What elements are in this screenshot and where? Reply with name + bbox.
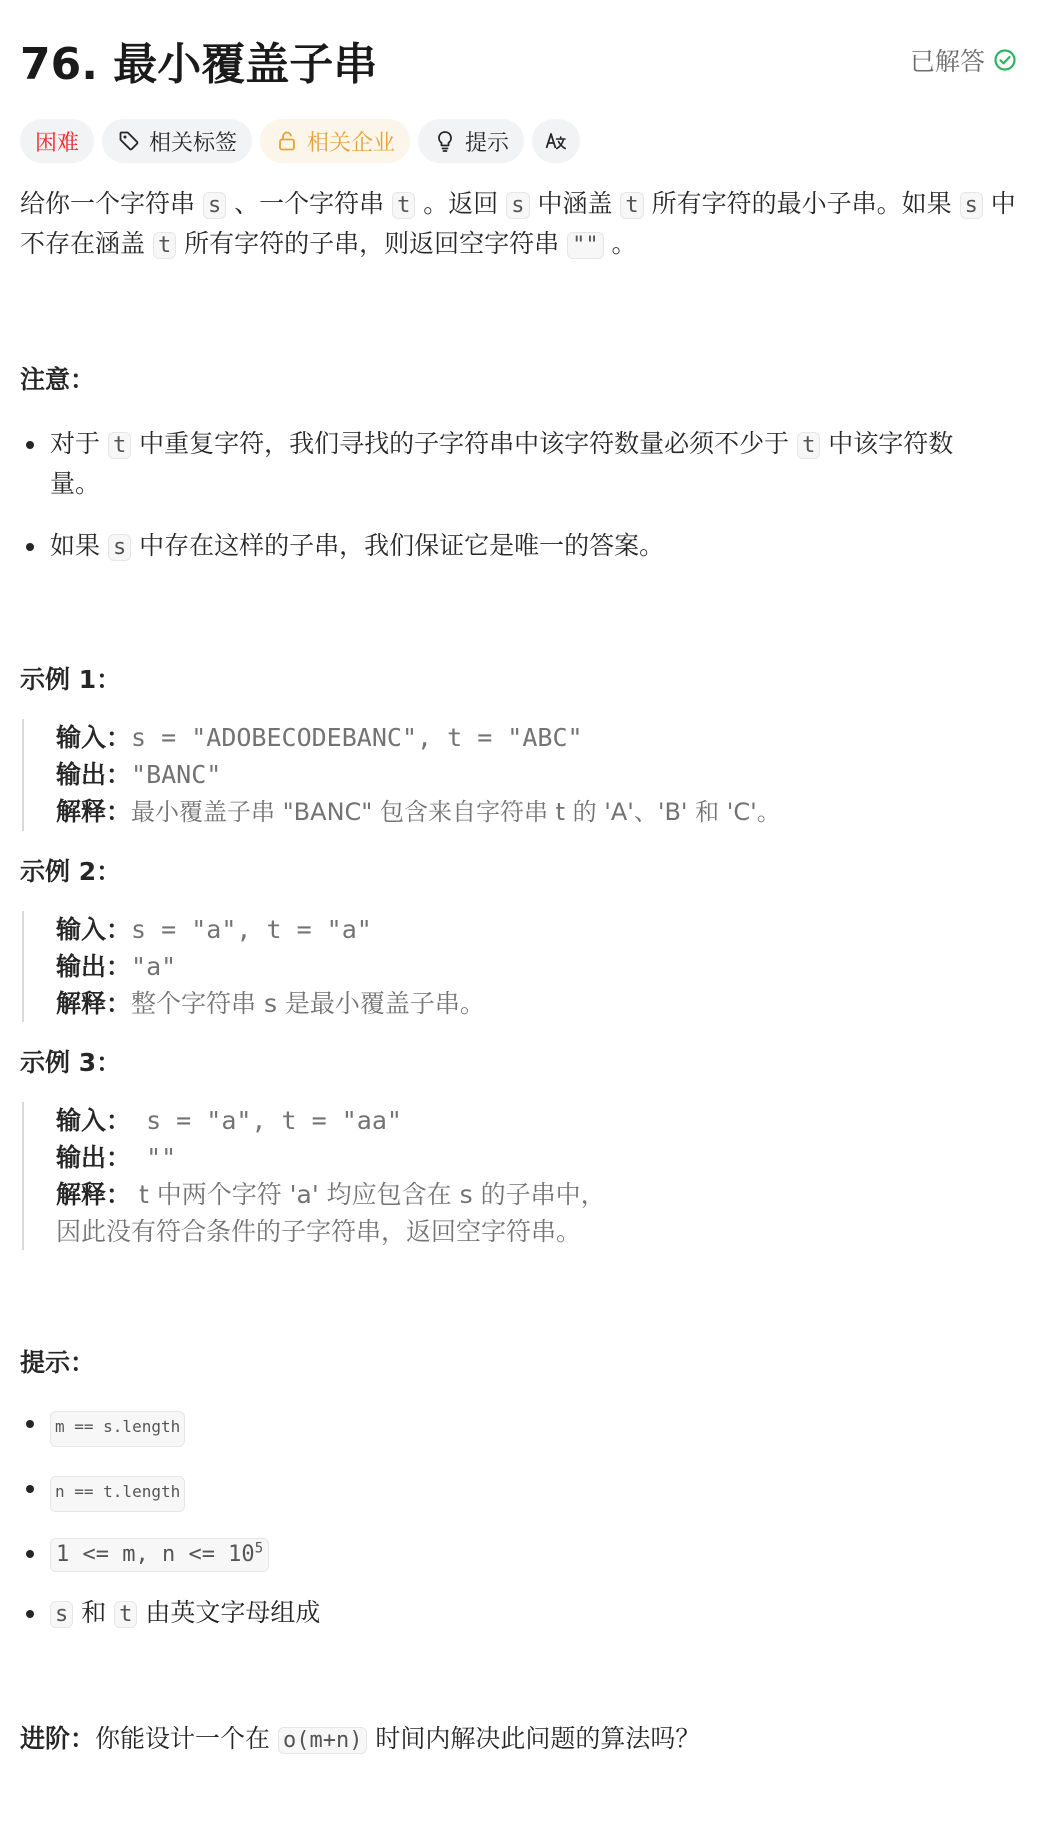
desc-text: 。 — [603, 229, 637, 258]
example-3-block — [22, 1102, 1017, 1250]
hint-text: 和 — [73, 1598, 115, 1627]
followup — [20, 1720, 1017, 1760]
note-item — [20, 425, 1017, 503]
input-label: 输入： — [56, 915, 132, 944]
input-value: s = "a", t = "a" — [131, 915, 372, 944]
output-value: "" — [131, 1143, 177, 1172]
hint-code-range — [50, 1538, 269, 1572]
hint-label: 提示 — [465, 130, 510, 156]
range-exponent: 5 — [254, 1540, 264, 1557]
example-1-heading: 示例 1： — [20, 665, 122, 694]
inline-code: t — [620, 192, 643, 219]
desc-text: 所有字符的子串，则返回空字符串 — [176, 229, 568, 258]
desc-text: 中涵盖 — [529, 189, 621, 218]
note-text: 中存在这样的子串，我们保证它是唯一的答案。 — [131, 531, 665, 560]
difficulty-badge: 困难 — [20, 119, 94, 163]
input-value: s = "a", t = "aa" — [131, 1106, 402, 1135]
output-label: 输出： — [56, 1143, 132, 1172]
inline-code: "" — [567, 232, 604, 259]
example-3-heading: 示例 3： — [20, 1048, 122, 1077]
explanation-label: 解释： — [56, 1180, 132, 1209]
inline-code: t — [153, 232, 176, 259]
explanation-label: 解释： — [56, 797, 132, 826]
example-explanation — [56, 1176, 1017, 1213]
inline-code: s — [506, 192, 529, 219]
desc-text: 所有字符的最小子串。如果 — [643, 189, 960, 218]
hint-item — [20, 1534, 1017, 1572]
lock-icon — [275, 129, 299, 153]
solved-status — [910, 42, 1017, 78]
inline-code: t — [114, 1601, 137, 1628]
inline-code: t — [797, 432, 820, 459]
problem-content — [20, 185, 1017, 1760]
example-input — [56, 911, 1017, 948]
hints-list — [20, 1404, 1017, 1634]
hint-item — [20, 1404, 1017, 1447]
hint-code: n == t.length — [50, 1476, 185, 1512]
explanation-label: 解释： — [56, 989, 132, 1018]
related-tags-button[interactable] — [102, 119, 252, 163]
note-list — [20, 425, 1017, 567]
example-input — [56, 719, 1017, 756]
inline-code: s — [960, 192, 983, 219]
inline-code: s — [50, 1601, 73, 1628]
followup-text: 你能设计一个在 — [95, 1724, 278, 1753]
hint-text: 由英文字母组成 — [137, 1598, 321, 1627]
inline-code: s — [108, 534, 131, 561]
inline-code: t — [392, 192, 415, 219]
tag-icon — [117, 129, 141, 153]
problem-title[interactable]: 76. 最小覆盖子串 — [20, 39, 378, 90]
output-label: 输出： — [56, 952, 132, 981]
hints-heading: 提示： — [20, 1348, 96, 1377]
note-heading: 注意： — [20, 365, 96, 394]
tag-row — [20, 119, 1017, 163]
problem-header — [20, 0, 1017, 120]
related-companies-label: 相关企业 — [307, 130, 396, 156]
desc-text: 给你一个字符串 — [20, 189, 203, 218]
lightbulb-icon — [433, 129, 457, 153]
desc-text: 。返回 — [415, 189, 507, 218]
example-1-block — [22, 719, 1017, 831]
problem-description — [20, 185, 1017, 265]
example-explanation — [56, 793, 1017, 831]
inline-code: o(m+n) — [278, 1727, 367, 1754]
example-input — [56, 1102, 1017, 1139]
example-explanation-cont: 因此没有符合条件的子字符串，返回空字符串。 — [56, 1217, 582, 1246]
example-explanation — [56, 985, 1017, 1022]
translate-icon — [544, 129, 568, 153]
example-2-heading: 示例 2： — [20, 857, 122, 886]
example-output — [56, 756, 1017, 793]
inline-code: t — [108, 432, 131, 459]
desc-text: 、一个字符串 — [226, 189, 393, 218]
example-output — [56, 1139, 1017, 1176]
note-text: 中重复字符，我们寻找的子字符串中该字符数量必须不少于 — [131, 429, 798, 458]
output-value: "BANC" — [131, 760, 222, 789]
input-label: 输入： — [56, 723, 132, 752]
note-item — [20, 527, 1017, 567]
explanation-text: 最小覆盖子串 "BANC" 包含来自字符串 t 的 'A'、'B' 和 'C'。 — [131, 798, 781, 826]
input-value: s = "ADOBECODEBANC", t = "ABC" — [131, 723, 583, 752]
translate-button[interactable] — [532, 119, 580, 163]
inline-code: s — [203, 192, 226, 219]
hint-item — [20, 1594, 1017, 1634]
check-circle-icon — [993, 48, 1017, 72]
desc-text: 中不存在涵盖 — [20, 189, 1016, 258]
range-base: 1 <= m, n <= 10 — [56, 1542, 255, 1567]
hint-item — [20, 1469, 1017, 1512]
example-output — [56, 948, 1017, 985]
input-label: 输入： — [56, 1106, 132, 1135]
output-label: 输出： — [56, 760, 132, 789]
followup-text: 时间内解决此问题的算法吗？ — [367, 1724, 701, 1753]
solved-label: 已解答 — [909, 47, 985, 76]
explanation-text: t 中两个字符 'a' 均应包含在 s 的子串中， — [131, 1180, 606, 1209]
related-companies-button[interactable] — [260, 119, 410, 163]
note-text: 中该字符数量。 — [50, 429, 954, 498]
note-text: 如果 — [50, 531, 108, 560]
note-text: 对于 — [50, 429, 108, 458]
hint-button[interactable] — [418, 119, 524, 163]
output-value: "a" — [131, 952, 177, 981]
explanation-text: 整个字符串 s 是最小覆盖子串。 — [131, 989, 485, 1018]
example-2-block — [22, 911, 1017, 1022]
followup-label: 进阶： — [20, 1724, 96, 1753]
related-tags-label: 相关标签 — [149, 130, 238, 156]
hint-code: m == s.length — [50, 1411, 185, 1447]
